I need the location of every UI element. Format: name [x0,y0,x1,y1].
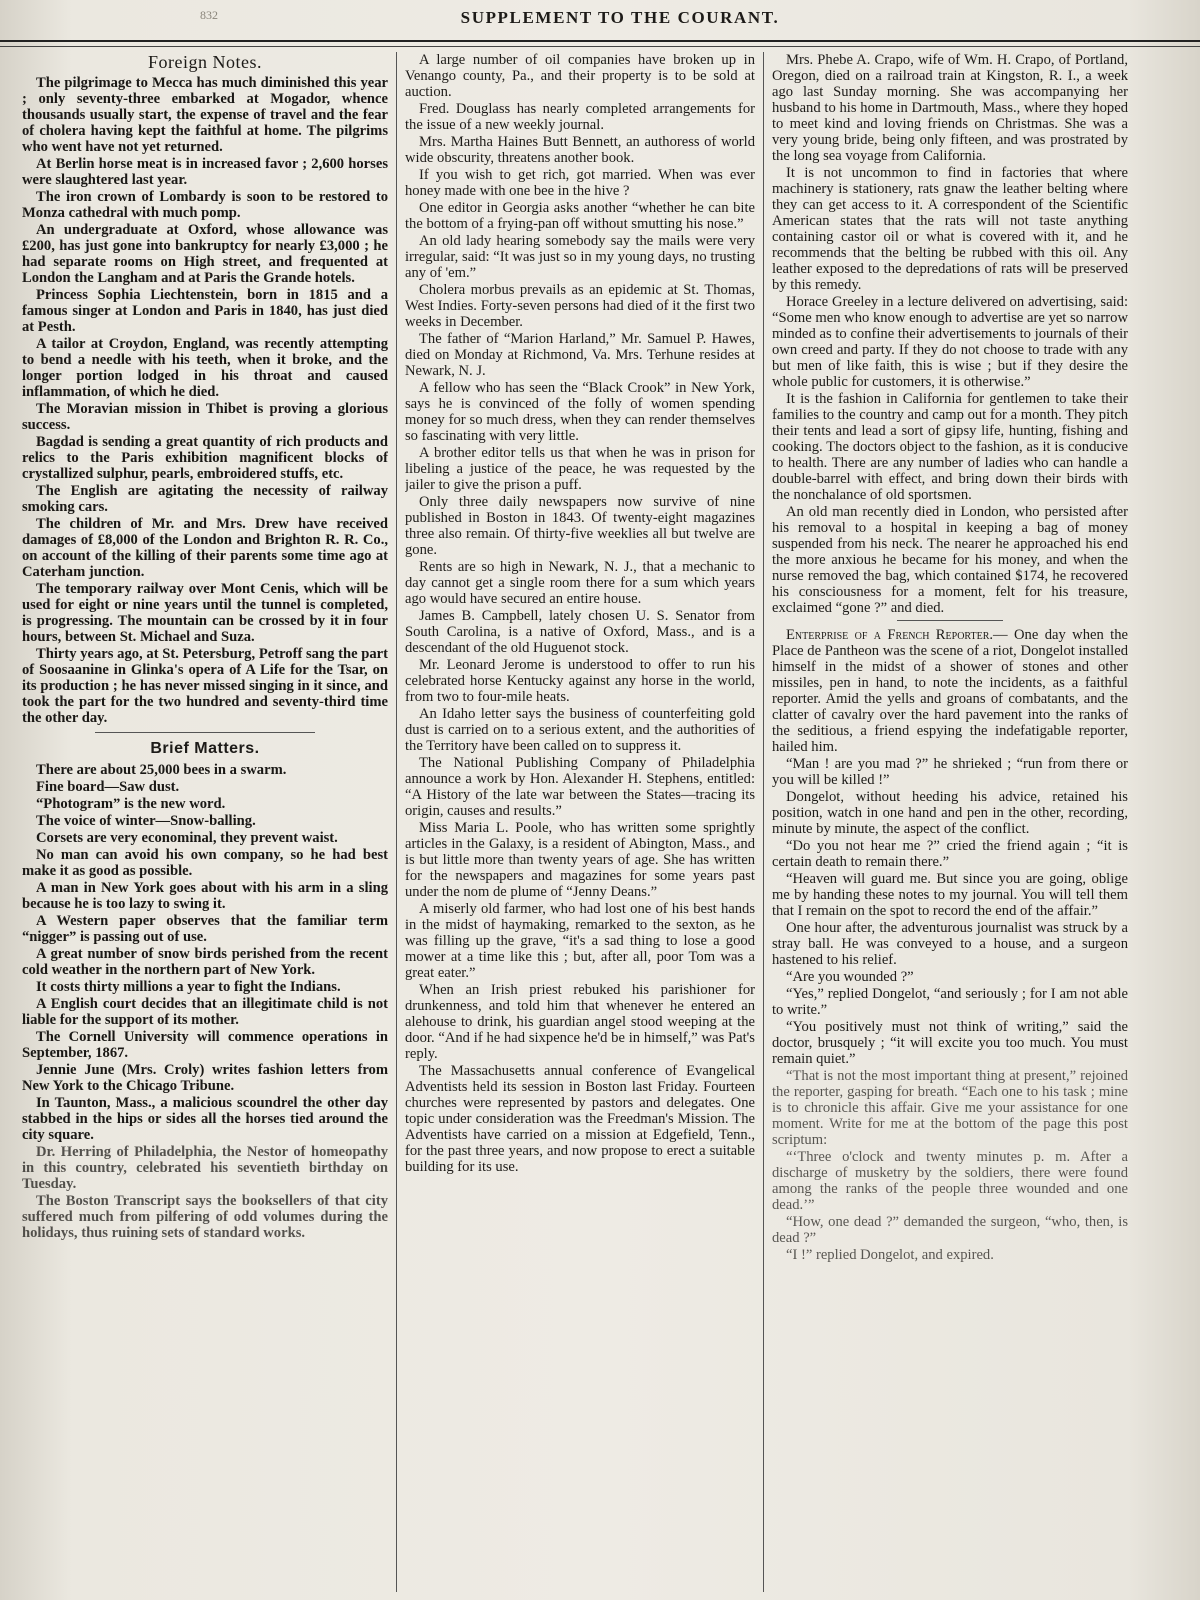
column-2 [405,52,755,1592]
news-item: An Idaho letter says the business of counterfeiting gold dust is carried on to a serious extent, and the authorities of the Territory have been called on to suppress it. [405,706,755,754]
brief-item: The Boston Transcript says the booksellers of that city suffered much from pilfering of odd volumes during the holidays, thus ruining sets of standard works. [22,1193,388,1241]
news-item: Bagdad is sending a great quantity of rich products and relics to the Paris exhibition magnificent blocks of crystallized sulphur, pearls, embroidered stuffs, etc. [22,434,388,482]
section-divider [95,732,315,733]
story-paragraph: Dongelot, without heeding his advice, retained his position, watch in one hand and pen in the other, recording, minute by minute, the aspect of the conflict. [772,789,1128,837]
news-item: One editor in Georgia asks another “whether he can bite the bottom of a frying-pan off without smutting his nose.” [405,200,755,232]
news-item: The Moravian mission in Thibet is proving a glorious success. [22,401,388,433]
news-item: Mrs. Phebe A. Crapo, wife of Wm. H. Crapo, of Portland, Oregon, died on a railroad train at Kingston, R. I., a week ago last Sunday morning. She was accompanying her husband to his home in Dartmouth, Mass., where they hoped to meet kind and loving friends on Christmas. She was a very young bride, being only fifteen, and was prostrated by the long sea voyage from California. [772,52,1128,164]
news-item: The iron crown of Lombardy is soon to be restored to Monza cathedral with much pomp. [22,189,388,221]
news-item: Fred. Douglass has nearly completed arrangements for the issue of a new weekly journal. [405,101,755,133]
news-item: Thirty years ago, at St. Petersburg, Petroff sang the part of Soosaanine in Glinka's opera of A Life for the Tsar, on its production ; he has never missed singing in it since, and took the part for the two hundred and seventy-third time the other day. [22,646,388,726]
news-item: An undergraduate at Oxford, whose allowance was £200, has just gone into bankruptcy for nearly £3,000 ; he had separate rooms on High street, and frequented at London the Langham and at Paris the Grande hotels. [22,222,388,286]
column-3 [772,52,1128,1592]
story-paragraph: “I !” replied Dongelot, and expired. [786,1247,994,1263]
newspaper-title: SUPPLEMENT TO THE COURANT. [460,8,780,27]
brief-item: There are about 25,000 bees in a swarm. [36,762,287,778]
news-item: Mrs. Martha Haines Butt Bennett, an authoress of world wide obscurity, threatens another book. [405,134,755,166]
story-paragraph: “You positively must not think of writing,” said the doctor, brusquely ; “it will excite you too much. You must remain quiet.” [772,1019,1128,1067]
story-paragraph: “Yes,” replied Dongelot, “and seriously ; for I am not able to write.” [772,986,1128,1018]
news-item: Mr. Leonard Jerome is understood to offer to run his celebrated horse Kentucky against any horse in the world, from two to four-mile heats. [405,657,755,705]
section-heading-brief-matters: Brief Matters. [150,740,260,757]
story-paragraph: “‘Three o'clock and twenty minutes p. m. After a discharge of musketry by the soldiers, there were found among the ranks of the people three wounded and one dead.’” [772,1149,1128,1213]
story-paragraph: “Man ! are you mad ?” he shrieked ; “run from there or you will be killed !” [772,756,1128,788]
news-item: The National Publishing Company of Philadelphia announce a work by Hon. Alexander H. Stephens, entitled: “A History of the late war between the States—tracing its origin, causes and results.” [405,755,755,819]
news-item: An old man recently died in London, who persisted after his removal to a hospital in keeping a bag of money suspended from his neck. The nearer he approached his end the more anxious he became for his money, and when the nurse removed the bag, which contained $174, he recovered his consciousness for a moment, felt for his treasure, exclaimed “gone ?” and died. [772,504,1128,616]
news-item: Cholera morbus prevails as an epidemic at St. Thomas, West Indies. Forty-seven persons had died of it the first two weeks in December. [405,282,755,330]
news-item: Only three daily newspapers now survive of nine published in Boston in 1843. Of twenty-eight magazines three also remain. Of thirty-five weeklies all but twelve are gone. [405,494,755,558]
story-paragraph: “Heaven will guard me. But since you are going, oblige me by handing these notes to my journal. You will tell them that I remain on the spot to record the end of the affair.” [772,871,1128,919]
section-divider [897,620,1004,621]
brief-item: A great number of snow birds perished from the recent cold weather in the northern part of New York. [22,946,388,978]
masthead [0,8,1200,38]
news-item: The children of Mr. and Mrs. Drew have received damages of £8,000 of the London and Brighton R. R. Co., on account of the killing of their parents some time ago at Caterham junction. [22,516,388,580]
news-item: Rents are so high in Newark, N. J., that a mechanic to day cannot get a single room there for a sum which years ago would have secured an entire house. [405,559,755,607]
news-item: Miss Maria L. Poole, who has written some sprightly articles in the Galaxy, is a resident of Abington, Mass., and is but little more than twenty years of age. She has written for the newspapers and magazines for some years past under the nom de plume of “Jenny Deans.” [405,820,755,900]
section-heading-foreign-notes: Foreign Notes. [148,52,262,72]
story-text: One day when the Place de Pantheon was the scene of a riot, Dongelot installed himself in the midst of a shower of stones and other missiles, pen in hand, to note the incidents, as a faithful reporter. Amid the yells and groans of combatants, and the clatter of cavalry over the hard pavement into the ranks of the seditious, a friend espying the indefatigable reporter, hailed him. [772,627,1128,755]
brief-item: “Photogram” is the new word. [36,796,226,812]
story-paragraph: “That is not the most important thing at present,” rejoined the reporter, gasping for breath. “Each one to his task ; mine is to chronicle this affair. Give me your assistance for one moment. Write for me at the bottom of the page this post scriptum: [772,1068,1128,1148]
brief-item: Dr. Herring of Philadelphia, the Nestor of homeopathy in this country, celebrated his seventieth birthday on Tuesday. [22,1144,388,1192]
news-item: If you wish to get rich, got married. When was ever honey made with one bee in the hive ? [405,167,755,199]
news-item: It is the fashion in California for gentlemen to take their families to the country and camp out for a month. They pitch their tents and lead a sort of gipsy life, hunting, fishing and cooking. The doctors object to the fashion, as it is conducive to health. There are any number of ladies who can handle a double-barrel with effect, and bring down their birds with the nonchalance of old sportsmen. [772,391,1128,503]
brief-item: It costs thirty millions a year to fight the Indians. [36,979,341,995]
masthead-rule [0,40,1200,47]
news-item: The pilgrimage to Mecca has much diminished this year ; only seventy-three embarked at Mogador, whence thousands usually start, the expense of travel and the fear of cholera having kept the faithful at home. The pilgrims who went have not yet returned. [22,75,388,155]
brief-item: The voice of winter—Snow-balling. [36,813,256,829]
news-item: A fellow who has seen the “Black Crook” in New York, says he is convinced of the folly of women spending money for so much dress, when they can render themselves so fascinating with very little. [405,380,755,444]
column-divider [396,52,397,1592]
brief-item: In Taunton, Mass., a malicious scoundrel the other day stabbed in the hips or sides all the horses tied around the city square. [22,1095,388,1143]
news-item: A tailor at Croydon, England, was recently attempting to bend a needle with his teeth, when it broke, and the longer portion lodged in his throat and caused inflammation, of which he died. [22,336,388,400]
column-divider [763,52,764,1592]
brief-item: Corsets are very econominal, they prevent waist. [36,830,338,846]
brief-item: Jennie June (Mrs. Croly) writes fashion letters from New York to the Chicago Tribune. [22,1062,388,1094]
news-item: Princess Sophia Liechtenstein, born in 1815 and a famous singer at London and Paris in 1840, has just died at Pesth. [22,287,388,335]
news-item: A miserly old farmer, who had lost one of his best hands in the midst of haymaking, remarked to the sexton, as he was filling up the grave, “it's a sad thing to lose a good mower at a time like this ; but, after all, poor Tom was a great eater.” [405,901,755,981]
news-item: The Massachusetts annual conference of Evangelical Adventists held its session in Boston last Friday. Fourteen churches were represented by pastors and delegates. One topic under consideration was the Freedman's Mission. The Adventists have carried on a mission at Edgefield, Tenn., for the past three years, and now propose to erect a suitable building for its use. [405,1063,755,1175]
news-item: James B. Campbell, lately chosen U. S. Senator from South Carolina, is a native of Oxford, Mass., and is a descendant of the old Huguenot stock. [405,608,755,656]
story-lead [772,627,1128,755]
brief-item: A man in New York goes about with his arm in a sling because he is too lazy to swing it. [22,880,388,912]
story-title: Enterprise of a French Reporter.— [786,627,1008,643]
news-item: A large number of oil companies have broken up in Venango county, Pa., and their property is to be sold at auction. [405,52,755,100]
brief-item: A Western paper observes that the familiar term “nigger” is passing out of use. [22,913,388,945]
news-item: At Berlin horse meat is in increased favor ; 2,600 horses were slaughtered last year. [22,156,388,188]
news-item: An old lady hearing somebody say the mails were very irregular, said: “It was just so in my young days, no trusting any of 'em.” [405,233,755,281]
brief-item: Fine board—Saw dust. [36,779,180,795]
column-1 [22,52,388,1592]
story-paragraph: “Do you not hear me ?” cried the friend again ; “it is certain death to remain there.” [772,838,1128,870]
news-item: A brother editor tells us that when he was in prison for libeling a justice of the peace, he was requested by the jailer to give the prison a puff. [405,445,755,493]
news-item: The temporary railway over Mont Cenis, which will be used for eight or nine years until the tunnel is completed, is progressing. The mountain can be crossed by it in four hours, between St. Michael and Suza. [22,581,388,645]
story-paragraph: “How, one dead ?” demanded the surgeon, “who, then, is dead ?” [772,1214,1128,1246]
news-item: When an Irish priest rebuked his parishioner for drunkenness, and told him that whenever he entered an alehouse to drink, his guardian angel stood weeping at the door. “And if he had sixpence he'd be in himself,” was Pat's reply. [405,982,755,1062]
news-item: It is not uncommon to find in factories that where machinery is stationery, rats gnaw the leather belting where they can get access to it. A correspondent of the Scientific American states that the rats will not taste anything containing castor oil or what is covered with it, and he recommends that the belting be rubbed with this oil. Any leather exposed to the depredations of rats will be preserved by this remedy. [772,165,1128,293]
story-paragraph: “Are you wounded ?” [786,969,914,985]
page-number: 832 [200,8,218,22]
brief-item: No man can avoid his own company, so he had best make it as good as possible. [22,847,388,879]
news-item: The father of “Marion Harland,” Mr. Samuel P. Hawes, died on Monday at Richmond, Va. Mrs. Terhune resides at Newark, N. J. [405,331,755,379]
story-paragraph: One hour after, the adventurous journalist was struck by a stray ball. He was conveyed to a house, and a surgeon hastened to his relief. [772,920,1128,968]
brief-item: A English court decides that an illegitimate child is not liable for the support of its mother. [22,996,388,1028]
brief-item: The Cornell University will commence operations in September, 1867. [22,1029,388,1061]
news-item: Horace Greeley in a lecture delivered on advertising, said: “Some men who know enough to advertise are yet so narrow minded as to confine their advertisements to journals of their own creed and party. If they do not choose to trade with any but men of like faith, this is wise ; but if they desire the whole public for customers, it is otherwise.” [772,294,1128,390]
news-item: The English are agitating the necessity of railway smoking cars. [22,483,388,515]
